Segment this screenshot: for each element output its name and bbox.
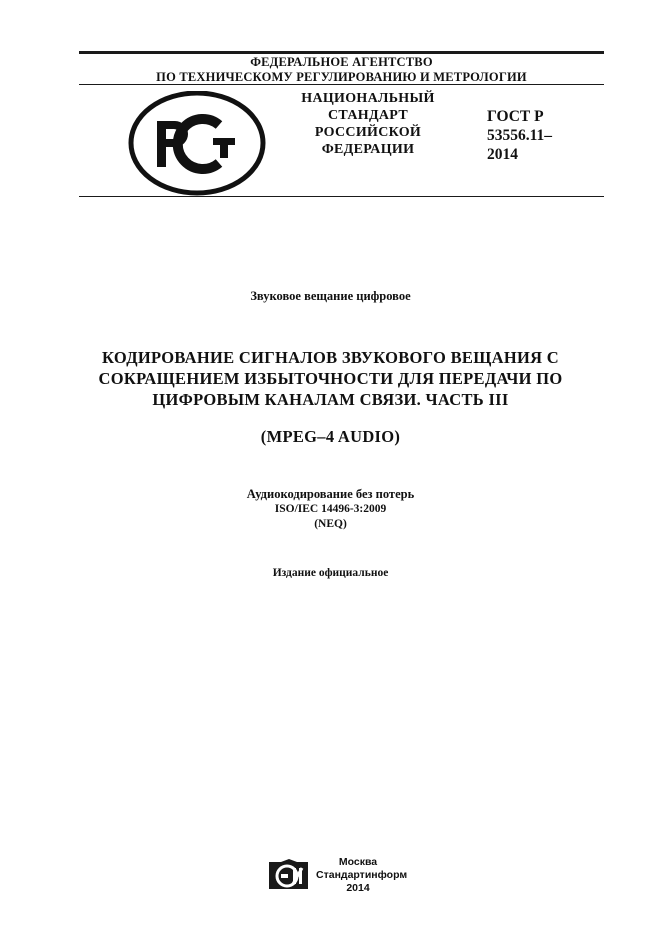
- gost-number-line-3: 2014: [487, 146, 518, 163]
- agency-line-2: ПО ТЕХНИЧЕСКОМУ РЕГУЛИРОВАНИЮ И МЕТРОЛОГИИ: [156, 70, 527, 84]
- title-line-3: ЦИФРОВЫМ КАНАЛАМ СВЯЗИ. ЧАСТЬ III: [152, 390, 509, 409]
- publisher-info: [316, 856, 408, 895]
- document-subject: Звуковое вещание цифровое: [250, 289, 411, 303]
- rst-certification-mark-icon: [127, 91, 267, 196]
- agency-line-1: ФЕДЕРАЛЬНОЕ АГЕНТСТВО: [250, 55, 433, 69]
- document-title: [60, 347, 601, 410]
- standartinform-logo-icon: [267, 858, 310, 891]
- equivalence-mark: (NEQ): [314, 518, 347, 530]
- publisher-city: Москва: [338, 856, 378, 868]
- gost-number-line-2: 53556.11–: [487, 127, 553, 144]
- national-standard-line-2: СТАНДАРТ: [328, 108, 408, 123]
- part-name: Аудиокодирование без потерь: [246, 487, 415, 501]
- edition-label: Издание официальное: [272, 567, 389, 579]
- title-line-2: СОКРАЩЕНИЕМ ИЗБЫТОЧНОСТИ ДЛЯ ПЕРЕДАЧИ ПО: [98, 369, 563, 388]
- header-top-rule: [79, 51, 604, 54]
- national-standard-line-4: ФЕДЕРАЦИИ: [321, 142, 415, 157]
- publication-year: 2014: [346, 882, 370, 894]
- gost-number-line-1: ГОСТ Р: [487, 108, 544, 125]
- document-subtitle: (MPEG–4 AUDIO): [260, 427, 401, 446]
- national-standard-line-3: РОССИЙСКОЙ: [314, 125, 422, 140]
- publisher-name: Стандартинформ: [316, 869, 408, 881]
- header-bottom-rule: [79, 196, 604, 197]
- iso-reference: ISO/IEC 14496-3:2009: [274, 503, 387, 515]
- title-line-1: КОДИРОВАНИЕ СИГНАЛОВ ЗВУКОВОГО ВЕЩАНИЯ С: [102, 348, 559, 367]
- national-standard-line-1: НАЦИОНАЛЬНЫЙ: [301, 91, 435, 106]
